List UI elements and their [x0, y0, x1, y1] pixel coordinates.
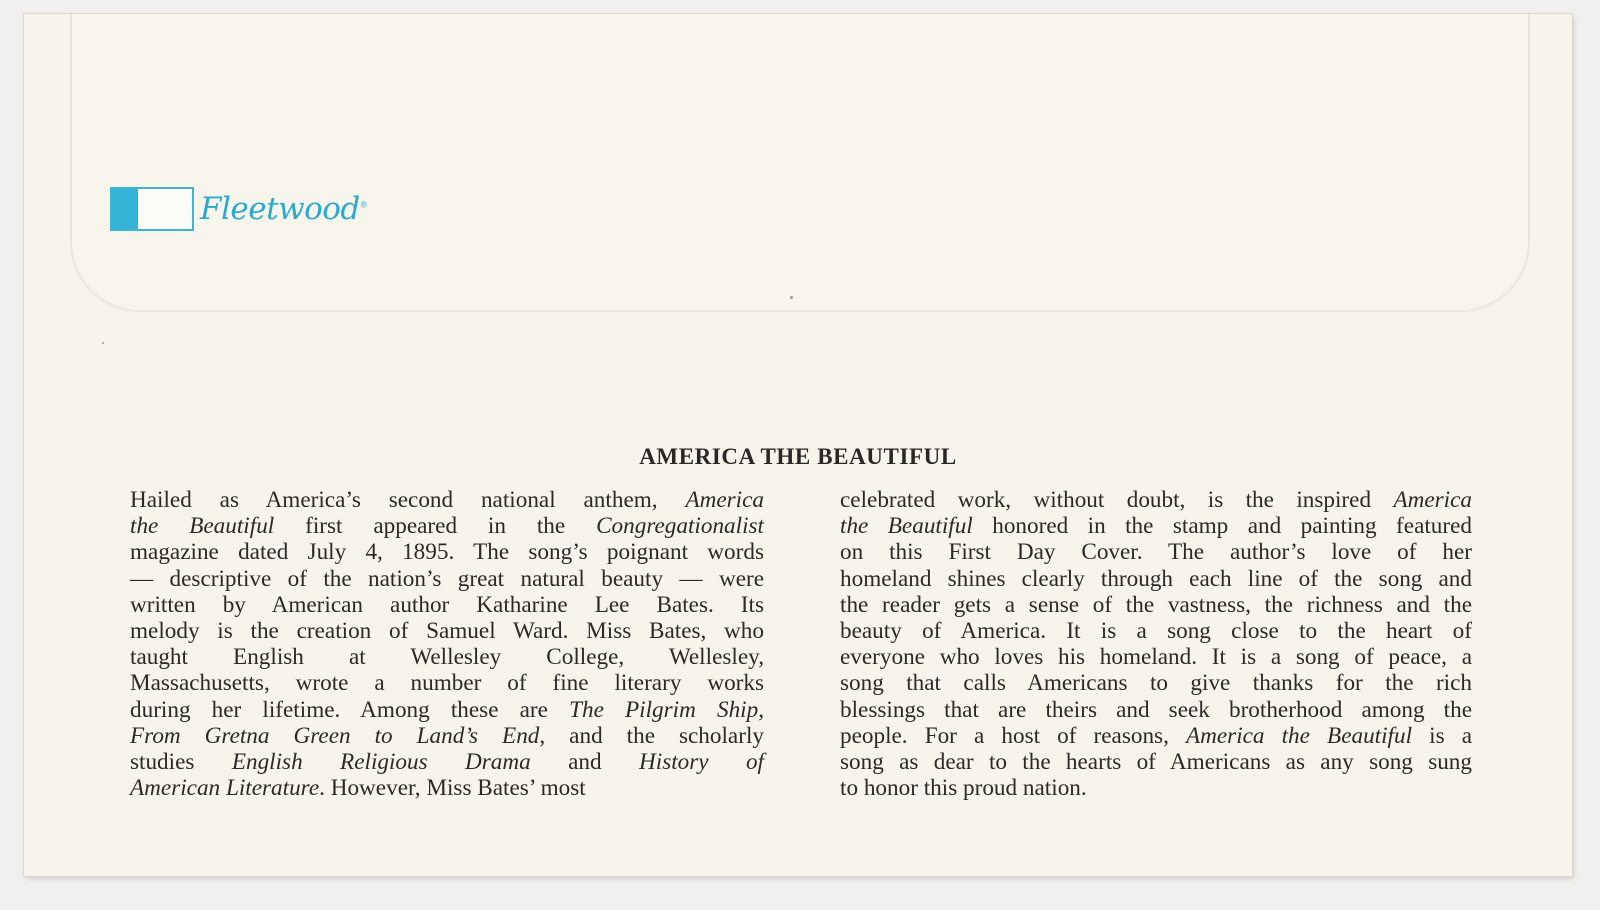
- text-segment: the reader gets a sense of the vastness, the richness and the: [840, 591, 1472, 618]
- text-line: [840, 749, 1472, 775]
- text-line: [840, 644, 1472, 670]
- text-line: [840, 697, 1472, 723]
- text-segment: everyone who loves his homeland. It is a song of peace, a: [840, 644, 1472, 671]
- envelope-back: [24, 14, 1572, 876]
- text-segment: honored in the stamp and painting featured: [972, 513, 1472, 540]
- italic-title: English Religious Drama: [231, 749, 531, 776]
- italic-title: America the Beautiful: [1185, 722, 1413, 749]
- text-line: [130, 566, 764, 592]
- text-line: [130, 697, 764, 723]
- italic-title: America: [1393, 487, 1472, 513]
- text-segment: people. For a host of reasons,: [840, 722, 1186, 749]
- text-line: [840, 670, 1472, 696]
- text-segment: first appeared in the: [274, 513, 597, 540]
- text-line: [130, 539, 764, 565]
- page-title: AMERICA THE BEAUTIFUL: [639, 444, 957, 469]
- text-line: [130, 749, 764, 775]
- logo-fill: [112, 189, 138, 229]
- text-segment: during her lifetime. Among these are: [130, 696, 570, 723]
- text-segment: is a: [1412, 722, 1472, 749]
- italic-title: the Beautiful: [840, 513, 973, 540]
- text-segment: celebrated work, without doubt, is the inspired: [840, 487, 1394, 513]
- text-line: [130, 775, 764, 801]
- paper-speck: [102, 342, 104, 344]
- text-segment: homeland shines clearly through each line of the song and: [840, 565, 1472, 592]
- text-segment: studies: [130, 749, 232, 776]
- text-segment: Hailed as America’s second national anthem,: [130, 487, 686, 513]
- fleetwood-logo: [110, 184, 367, 234]
- text-segment: on this First Day Cover. The author’s love of her: [840, 539, 1472, 566]
- text-line: [840, 513, 1472, 539]
- text-line: [130, 618, 764, 644]
- italic-title: From Gretna Green to Land’s End: [130, 722, 540, 749]
- text-line: [840, 723, 1472, 749]
- italic-title: History of: [639, 749, 764, 776]
- text-line: [840, 775, 1472, 801]
- text-line: [130, 487, 764, 513]
- text-line: [130, 670, 764, 696]
- text-line: [840, 566, 1472, 592]
- text-segment: song as dear to the hearts of Americans as any song sung: [840, 749, 1472, 776]
- text-line: [840, 539, 1472, 565]
- text-segment: Massachusetts, wrote a number of fine literary works: [130, 670, 764, 697]
- text-line: [130, 592, 764, 618]
- text-segment: — descriptive of the nation’s great natural beauty — were: [130, 565, 764, 592]
- text-segment: song that calls Americans to give thanks for the rich: [840, 670, 1472, 697]
- logo-box-icon: [110, 187, 194, 231]
- text-line: [130, 513, 764, 539]
- text-segment: ,: [758, 696, 764, 723]
- italic-title: American Literature: [130, 775, 320, 802]
- text-segment: written by American author Katharine Lee Bates. Its: [130, 591, 764, 618]
- text-line: [840, 618, 1472, 644]
- paper-speck: [790, 296, 793, 299]
- text-segment: beauty of America. It is a song close to the heart of: [840, 618, 1472, 645]
- text-segment: , and the scholarly: [539, 722, 764, 749]
- text-segment: blessings that are theirs and seek brotherhood among the: [840, 696, 1472, 723]
- envelope-flap: [70, 14, 1530, 312]
- text-line: [840, 487, 1472, 513]
- text-line: [130, 723, 764, 749]
- left-column: [130, 487, 764, 801]
- text-line: [130, 644, 764, 670]
- italic-title: the Beautiful: [130, 513, 275, 540]
- text-segment: magazine dated July 4, 1895. The song’s poignant words: [130, 539, 764, 566]
- italic-title: America: [685, 487, 764, 513]
- text-segment: . However, Miss Bates’ most: [319, 775, 586, 802]
- logo-wordmark: Fleetwood®: [200, 191, 368, 227]
- text-segment: melody is the creation of Samuel Ward. Miss Bates, who: [130, 618, 764, 645]
- italic-title: The Pilgrim Ship: [569, 696, 759, 723]
- text-segment: to honor this proud nation.: [840, 775, 1087, 802]
- right-column: [840, 487, 1472, 801]
- text-segment: taught English at Wellesley College, Wellesley,: [130, 644, 764, 671]
- text-segment: and: [530, 749, 639, 776]
- text-line: [840, 592, 1472, 618]
- italic-title: Congregationalist: [596, 513, 764, 540]
